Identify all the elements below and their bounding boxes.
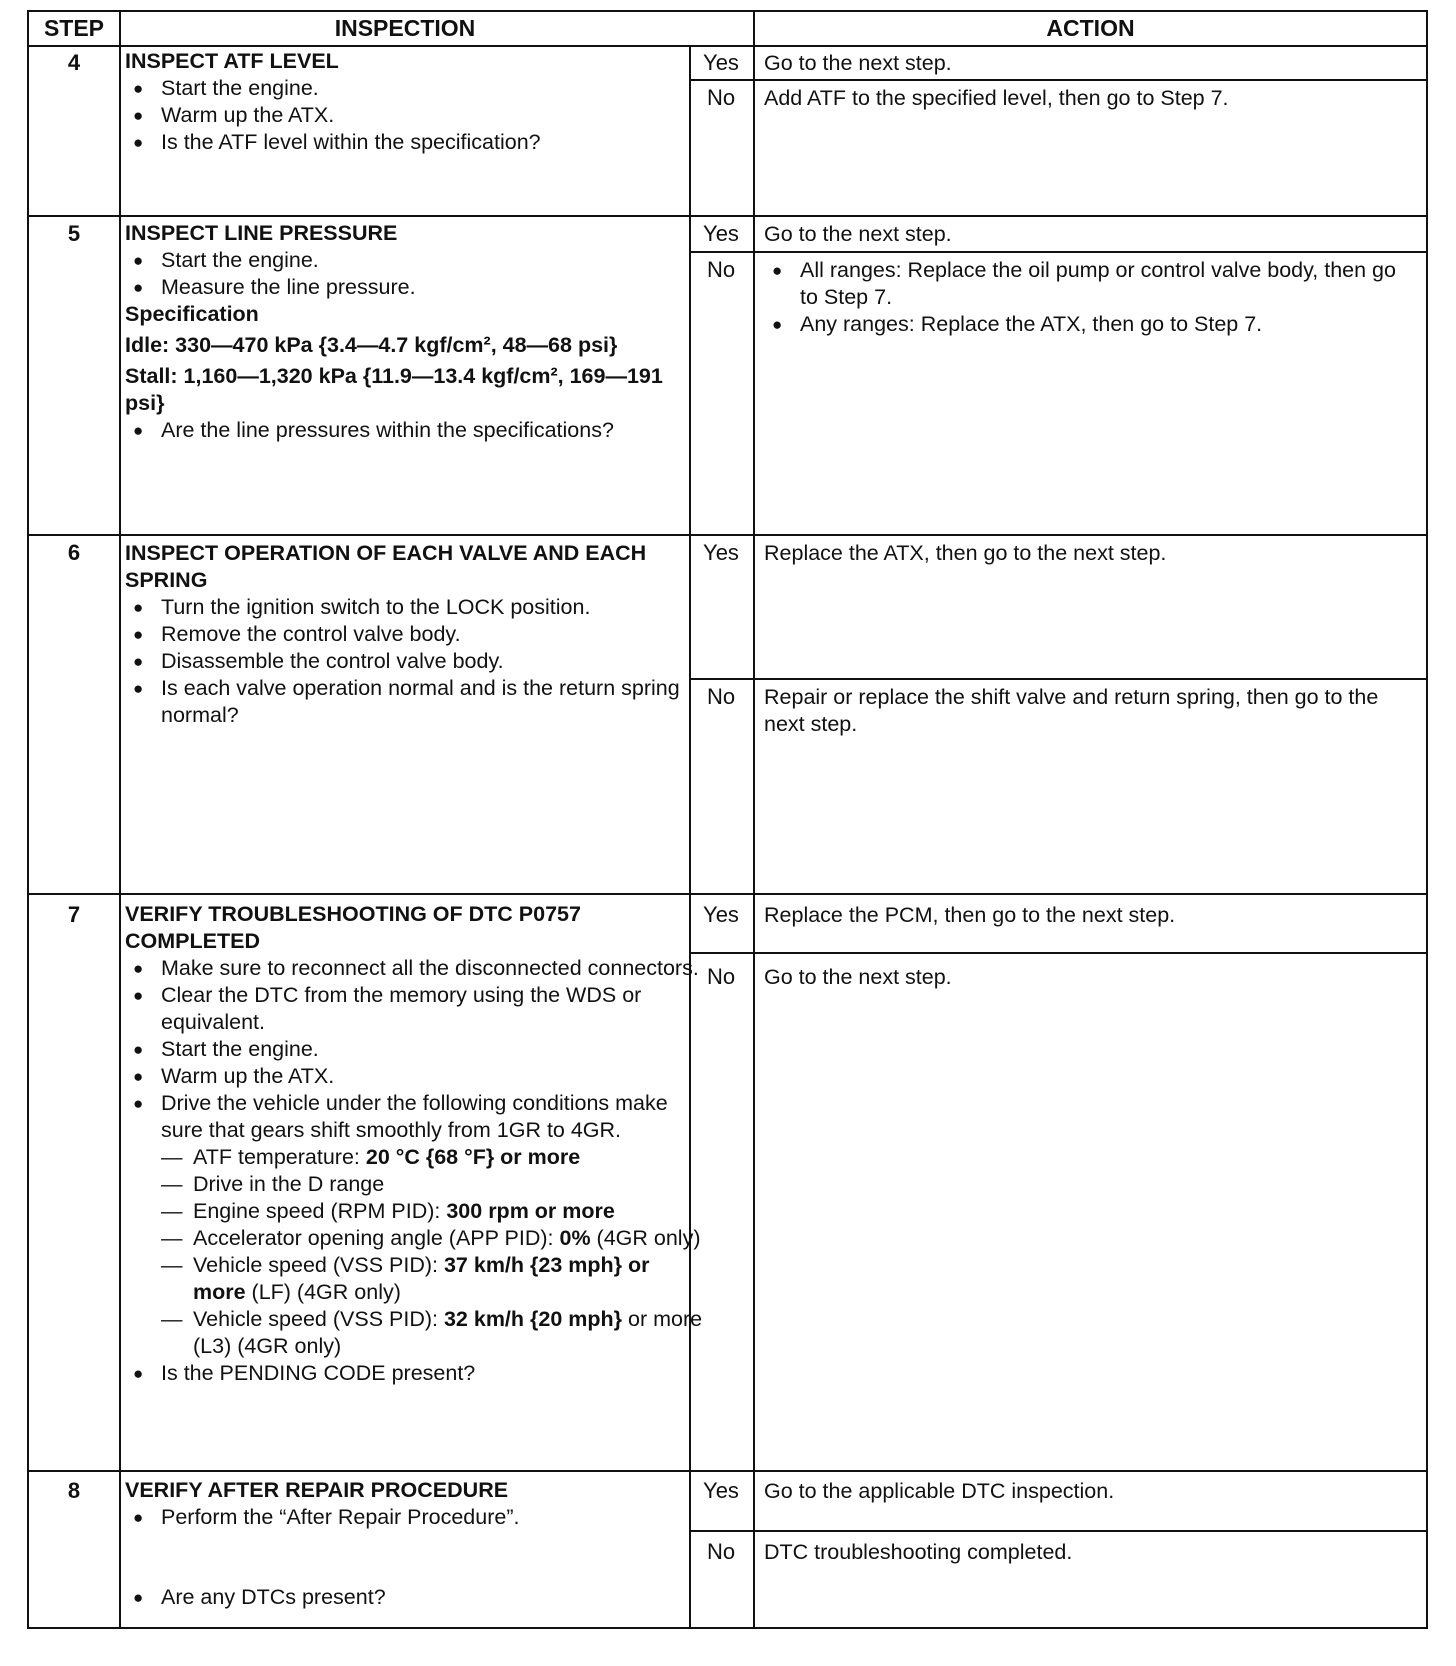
- header-rule: [29, 45, 1426, 47]
- troubleshooting-table: [27, 10, 1428, 1629]
- step-number: 6: [67, 540, 81, 565]
- yes-label: Yes: [703, 540, 739, 565]
- no-action: Repair or replace the shift valve and return spring, then go to the next step.: [764, 685, 1379, 736]
- condition-item: — Vehicle speed (VSS PID): 37 km/h {23 mph} or more (LF) (4GR only): [161, 1253, 650, 1304]
- step-title: INSPECT OPERATION OF EACH VALVE AND EACH SPRING: [125, 541, 647, 592]
- list-item: ● Start the engine.: [133, 1037, 319, 1061]
- no-action-list: [764, 257, 1419, 338]
- no-action: DTC troubleshooting completed.: [764, 1540, 1073, 1564]
- list-item: ● All ranges: Replace the oil pump or control valve body, then go to Step 7.: [772, 258, 1396, 309]
- list-item: ● Is the PENDING CODE present?: [133, 1361, 476, 1385]
- condition-item: — Drive in the D range: [161, 1172, 385, 1196]
- condition-item: — Engine speed (RPM PID): 300 rpm or more: [161, 1199, 615, 1223]
- list-item: ● Is each valve operation normal and is the return spring normal?: [133, 676, 680, 727]
- yes-no-split-5: [689, 251, 1426, 253]
- inspection-step-8-question: [125, 1584, 705, 1611]
- yes-action: Replace the ATX, then go to the next step.: [764, 541, 1167, 565]
- yes-no-split-4: [689, 79, 1426, 81]
- list-item: ● Are any DTCs present?: [133, 1585, 386, 1609]
- yes-action: Go to the applicable DTC inspection.: [764, 1479, 1115, 1503]
- list-item: ● Clear the DTC from the memory using the WDS or equivalent.: [133, 983, 642, 1034]
- list-item: ● Disassemble the control valve body.: [133, 649, 504, 673]
- list-item: ● Start the engine.: [133, 248, 319, 272]
- row-rule-6: [29, 893, 1426, 895]
- step-title: VERIFY AFTER REPAIR PROCEDURE: [125, 1478, 509, 1502]
- header-inspection: INSPECTION: [334, 15, 476, 41]
- yes-label: Yes: [703, 221, 739, 246]
- list-item: ● Start the engine.: [133, 76, 319, 100]
- list-item: ● Warm up the ATX.: [133, 103, 335, 127]
- step-number: 8: [67, 1478, 81, 1503]
- inspection-step-8: [125, 1477, 705, 1531]
- list-item: ● Measure the line pressure.: [133, 275, 416, 299]
- spec-idle: Idle: 330—470 kPa {3.4—4.7 kgf/cm², 48—68 psi}: [125, 333, 618, 357]
- inspection-step-4: [125, 48, 705, 156]
- list-item: ● Warm up the ATX.: [133, 1064, 335, 1088]
- list-item: ● Is the ATF level within the specification?: [133, 130, 541, 154]
- list-item: ● Any ranges: Replace the ATX, then go to Step 7.: [772, 312, 1263, 336]
- list-item: ● Turn the ignition switch to the LOCK position.: [133, 595, 591, 619]
- inspection-step-6: [125, 540, 705, 729]
- row-rule-5: [29, 534, 1426, 536]
- col-divider-yesno: [753, 12, 755, 1627]
- step-number: 7: [67, 902, 81, 927]
- yes-action: Replace the PCM, then go to the next step.: [764, 903, 1176, 927]
- condition-item: — ATF temperature: 20 °C {68 °F} or more: [161, 1145, 581, 1169]
- yes-no-split-6: [689, 678, 1426, 680]
- step-number: 4: [67, 50, 81, 75]
- spec-stall: Stall: 1,160—1,320 kPa {11.9—13.4 kgf/cm², 169—191 psi}: [125, 364, 663, 415]
- yes-label: Yes: [703, 1478, 739, 1503]
- no-label: No: [706, 85, 736, 110]
- list-item: ● Are the line pressures within the specifications?: [133, 418, 614, 442]
- spec-label: Specification: [125, 302, 259, 326]
- yes-label: Yes: [703, 902, 739, 927]
- yes-no-split-8: [689, 1530, 1426, 1532]
- list-item: ● Remove the control valve body.: [133, 622, 461, 646]
- no-label: No: [706, 684, 736, 709]
- yes-action: Go to the next step.: [764, 51, 952, 75]
- yes-no-split-7: [689, 952, 1426, 954]
- header-step: STEP: [43, 15, 105, 41]
- condition-item: — Accelerator opening angle (APP PID): 0% (4GR only): [161, 1226, 701, 1250]
- no-label: No: [706, 964, 736, 989]
- inspection-step-5: [125, 220, 705, 444]
- row-rule-7: [29, 1470, 1426, 1472]
- step-title: INSPECT ATF LEVEL: [125, 49, 339, 73]
- no-action: Add ATF to the specified level, then go to Step 7.: [764, 86, 1229, 110]
- no-label: No: [706, 1539, 736, 1564]
- step-title: VERIFY TROUBLESHOOTING OF DTC P0757 COMPLETED: [125, 902, 581, 953]
- step-number: 5: [67, 221, 81, 246]
- list-item: ● Drive the vehicle under the following conditions make sure that gears shift smoothly from 1GR to 4GR.: [133, 1091, 668, 1142]
- condition-item: — Vehicle speed (VSS PID): 32 km/h {20 mph} or more (L3) (4GR only): [161, 1307, 703, 1358]
- yes-action: Go to the next step.: [764, 222, 952, 246]
- no-action: Go to the next step.: [764, 965, 952, 989]
- no-label: No: [706, 257, 736, 282]
- yes-label: Yes: [703, 50, 739, 75]
- step-title: INSPECT LINE PRESSURE: [125, 221, 398, 245]
- row-rule-4: [29, 215, 1426, 217]
- list-item: ● Make sure to reconnect all the disconnected connectors.: [133, 956, 699, 980]
- inspection-step-7: [125, 901, 705, 1387]
- header-action: ACTION: [1046, 15, 1135, 41]
- list-item: ● Perform the “After Repair Procedure”.: [133, 1505, 520, 1529]
- col-divider-step: [119, 12, 121, 1627]
